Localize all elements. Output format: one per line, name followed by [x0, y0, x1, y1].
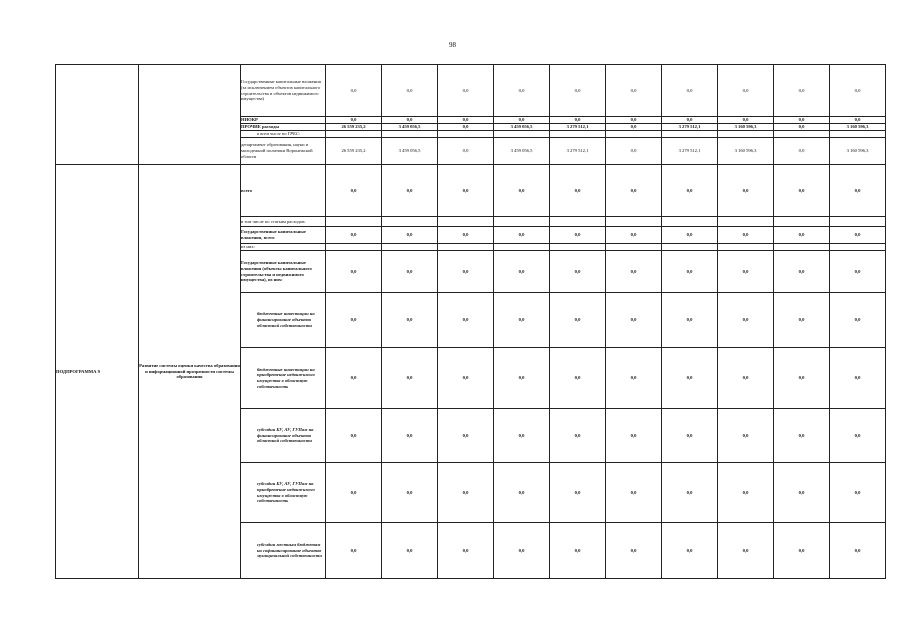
value-cell: 0,0	[438, 138, 494, 165]
value-cell	[550, 131, 606, 138]
value-cell: 0,0	[774, 293, 830, 348]
value-cell: 3 160 596,3	[718, 124, 774, 131]
value-cell: 0,0	[830, 348, 886, 409]
value-cell	[830, 244, 886, 251]
value-cell: 0,0	[382, 165, 438, 217]
value-cell: 0,0	[718, 293, 774, 348]
value-cell: 0,0	[662, 227, 718, 244]
value-cell: 0,0	[718, 65, 774, 117]
value-cell: 0,0	[438, 65, 494, 117]
value-cell: 0,0	[494, 65, 550, 117]
value-cell: 3 459 056,5	[494, 138, 550, 165]
empty-code-cell	[56, 65, 139, 165]
value-cell: 0,0	[494, 523, 550, 579]
value-cell: 0,0	[662, 523, 718, 579]
value-cell	[438, 244, 494, 251]
value-cell: 26 559 235,2	[326, 138, 382, 165]
upper_section-row	[56, 65, 886, 117]
value-cell: 0,0	[774, 165, 830, 217]
value-cell: 0,0	[830, 65, 886, 117]
value-cell	[718, 244, 774, 251]
value-cell: 0,0	[662, 348, 718, 409]
value-cell: 0,0	[326, 293, 382, 348]
value-cell: 3 160 596,3	[718, 138, 774, 165]
value-cell: 0,0	[382, 523, 438, 579]
value-cell: 0,0	[606, 409, 662, 463]
value-cell: 0,0	[494, 165, 550, 217]
budget-table	[55, 64, 886, 579]
subprogram-code: ПОДПРОГРАММА 9	[56, 165, 139, 579]
value-cell: 0,0	[662, 409, 718, 463]
value-cell	[438, 131, 494, 138]
value-cell	[326, 217, 382, 227]
value-cell	[494, 217, 550, 227]
value-cell	[382, 131, 438, 138]
value-cell: 0,0	[326, 251, 382, 293]
value-cell: 0,0	[830, 463, 886, 523]
value-cell: 0,0	[606, 293, 662, 348]
value-cell: 26 559 235,2	[326, 124, 382, 131]
value-cell	[382, 217, 438, 227]
value-cell: 0,0	[326, 523, 382, 579]
value-cell: 0,0	[438, 165, 494, 217]
value-cell	[382, 244, 438, 251]
value-cell	[662, 244, 718, 251]
value-cell: 0,0	[550, 65, 606, 117]
value-cell	[774, 131, 830, 138]
value-cell: 0,0	[718, 409, 774, 463]
value-cell: 0,0	[326, 409, 382, 463]
value-cell: 0,0	[774, 138, 830, 165]
value-cell: 0,0	[774, 348, 830, 409]
value-cell: 0,0	[606, 227, 662, 244]
value-cell	[494, 131, 550, 138]
value-cell: 0,0	[494, 348, 550, 409]
value-cell: 0,0	[326, 165, 382, 217]
value-cell: 3 459 056,5	[382, 124, 438, 131]
value-cell	[550, 244, 606, 251]
value-cell	[830, 131, 886, 138]
row-label: бюджетные инвестиции на приобретение недвижимого имущества в областную собственность	[241, 348, 326, 409]
value-cell	[438, 217, 494, 227]
value-cell: 0,0	[550, 463, 606, 523]
value-cell	[326, 244, 382, 251]
value-cell: 0,0	[382, 348, 438, 409]
value-cell: 0,0	[662, 463, 718, 523]
value-cell: 0,0	[438, 463, 494, 523]
value-cell: 3 279 512,1	[662, 138, 718, 165]
value-cell: 3 279 512,1	[550, 124, 606, 131]
value-cell: 0,0	[438, 523, 494, 579]
value-cell: 0,0	[606, 138, 662, 165]
subprogram-row	[56, 165, 886, 217]
value-cell: 0,0	[662, 251, 718, 293]
value-cell: 0,0	[438, 409, 494, 463]
value-cell	[606, 244, 662, 251]
value-cell: 0,0	[606, 523, 662, 579]
value-cell: 0,0	[606, 251, 662, 293]
value-cell: 0,0	[494, 409, 550, 463]
row-label: Государственные капитальные вложения, всего	[241, 227, 326, 244]
value-cell: 0,0	[438, 348, 494, 409]
value-cell: 3 160 596,3	[830, 138, 886, 165]
value-cell: 0,0	[550, 165, 606, 217]
value-cell	[662, 217, 718, 227]
value-cell: 0,0	[494, 251, 550, 293]
value-cell: 0,0	[550, 409, 606, 463]
value-cell: 0,0	[494, 227, 550, 244]
value-cell: 0,0	[382, 293, 438, 348]
value-cell: 0,0	[774, 251, 830, 293]
row-label: НИОКР	[241, 117, 326, 124]
value-cell: 0,0	[550, 117, 606, 124]
value-cell	[774, 244, 830, 251]
value-cell: 0,0	[382, 227, 438, 244]
value-cell	[774, 217, 830, 227]
value-cell: 0,0	[774, 227, 830, 244]
value-cell: 0,0	[718, 523, 774, 579]
value-cell: 0,0	[438, 124, 494, 131]
row-label: из них:	[241, 244, 326, 251]
value-cell: 0,0	[662, 293, 718, 348]
row-label: бюджетные инвестиции на финансирование объектов областной собственности	[241, 293, 326, 348]
value-cell: 0,0	[718, 165, 774, 217]
value-cell: 0,0	[438, 117, 494, 124]
value-cell: 0,0	[326, 348, 382, 409]
row-label: Государственные капитальные вложения (за исключением объектов капитального строительства и объектов недвижимого имущества)	[241, 65, 326, 117]
value-cell: 0,0	[774, 523, 830, 579]
value-cell	[662, 131, 718, 138]
value-cell: 0,0	[382, 117, 438, 124]
value-cell	[718, 217, 774, 227]
value-cell: 0,0	[606, 463, 662, 523]
page-number: 98	[449, 41, 456, 49]
value-cell: 0,0	[438, 293, 494, 348]
value-cell: 0,0	[662, 117, 718, 124]
row-label: субсидии БУ, АУ, ГУПам на приобретение недвижимого имущества в областную собственность	[241, 463, 326, 523]
value-cell	[830, 217, 886, 227]
value-cell: 0,0	[326, 463, 382, 523]
value-cell: 0,0	[830, 251, 886, 293]
value-cell: 0,0	[326, 227, 382, 244]
value-cell: 0,0	[774, 124, 830, 131]
row-label: субсидии местным бюджетам на софинансирование объектов муниципальной собственности	[241, 523, 326, 579]
value-cell: 0,0	[830, 227, 886, 244]
value-cell: 0,0	[382, 65, 438, 117]
row-label: департамент образования, науки и молодежной политики Воронежской области	[241, 138, 326, 165]
row-label: субсидии БУ, АУ, ГУПам на финансирование объектов областной собственности	[241, 409, 326, 463]
value-cell	[326, 131, 382, 138]
row-label: ПРОЧИЕ расходы	[241, 124, 326, 131]
row-label: Государственные капитальные вложения (объекты капитального строительства и недвижимого имущества), из них:	[241, 251, 326, 293]
value-cell: 0,0	[606, 165, 662, 217]
value-cell: 0,0	[774, 65, 830, 117]
value-cell: 0,0	[382, 409, 438, 463]
value-cell: 0,0	[438, 227, 494, 244]
row-label: всего	[241, 165, 326, 217]
value-cell: 0,0	[550, 348, 606, 409]
value-cell: 0,0	[438, 251, 494, 293]
value-cell: 0,0	[550, 227, 606, 244]
value-cell: 0,0	[718, 348, 774, 409]
value-cell: 3 459 056,5	[382, 138, 438, 165]
budget-table-body	[56, 65, 886, 579]
value-cell	[494, 244, 550, 251]
value-cell: 0,0	[718, 251, 774, 293]
value-cell: 0,0	[830, 523, 886, 579]
value-cell: 0,0	[606, 348, 662, 409]
value-cell: 0,0	[326, 117, 382, 124]
value-cell: 0,0	[494, 293, 550, 348]
value-cell: 0,0	[774, 117, 830, 124]
empty-name-cell	[139, 65, 241, 165]
value-cell: 0,0	[326, 65, 382, 117]
value-cell: 0,0	[550, 251, 606, 293]
value-cell: 0,0	[662, 165, 718, 217]
value-cell: 0,0	[606, 124, 662, 131]
value-cell	[718, 131, 774, 138]
value-cell	[606, 131, 662, 138]
value-cell: 0,0	[382, 251, 438, 293]
value-cell: 0,0	[830, 293, 886, 348]
value-cell: 3 279 512,1	[550, 138, 606, 165]
value-cell: 0,0	[830, 409, 886, 463]
value-cell: 0,0	[718, 117, 774, 124]
value-cell: 0,0	[606, 65, 662, 117]
value-cell: 0,0	[662, 65, 718, 117]
value-cell: 0,0	[494, 463, 550, 523]
value-cell: 0,0	[774, 463, 830, 523]
subprogram-name: Развитие системы оценки качества образования и информационной прозрачности системы образования	[139, 165, 241, 579]
value-cell: 0,0	[718, 227, 774, 244]
value-cell	[550, 217, 606, 227]
value-cell: 0,0	[718, 463, 774, 523]
value-cell: 3 459 056,5	[494, 124, 550, 131]
value-cell: 0,0	[382, 463, 438, 523]
value-cell: 0,0	[550, 293, 606, 348]
value-cell: 3 160 596,3	[830, 124, 886, 131]
value-cell: 0,0	[774, 409, 830, 463]
row-label: в всем числе по ГРБС:	[241, 131, 326, 138]
value-cell: 0,0	[830, 165, 886, 217]
value-cell: 0,0	[550, 523, 606, 579]
row-label: в том числе по статьям расходов:	[241, 217, 326, 227]
value-cell: 0,0	[494, 117, 550, 124]
value-cell: 0,0	[606, 117, 662, 124]
value-cell: 3 279 512,1	[662, 124, 718, 131]
value-cell	[606, 217, 662, 227]
value-cell: 0,0	[830, 117, 886, 124]
